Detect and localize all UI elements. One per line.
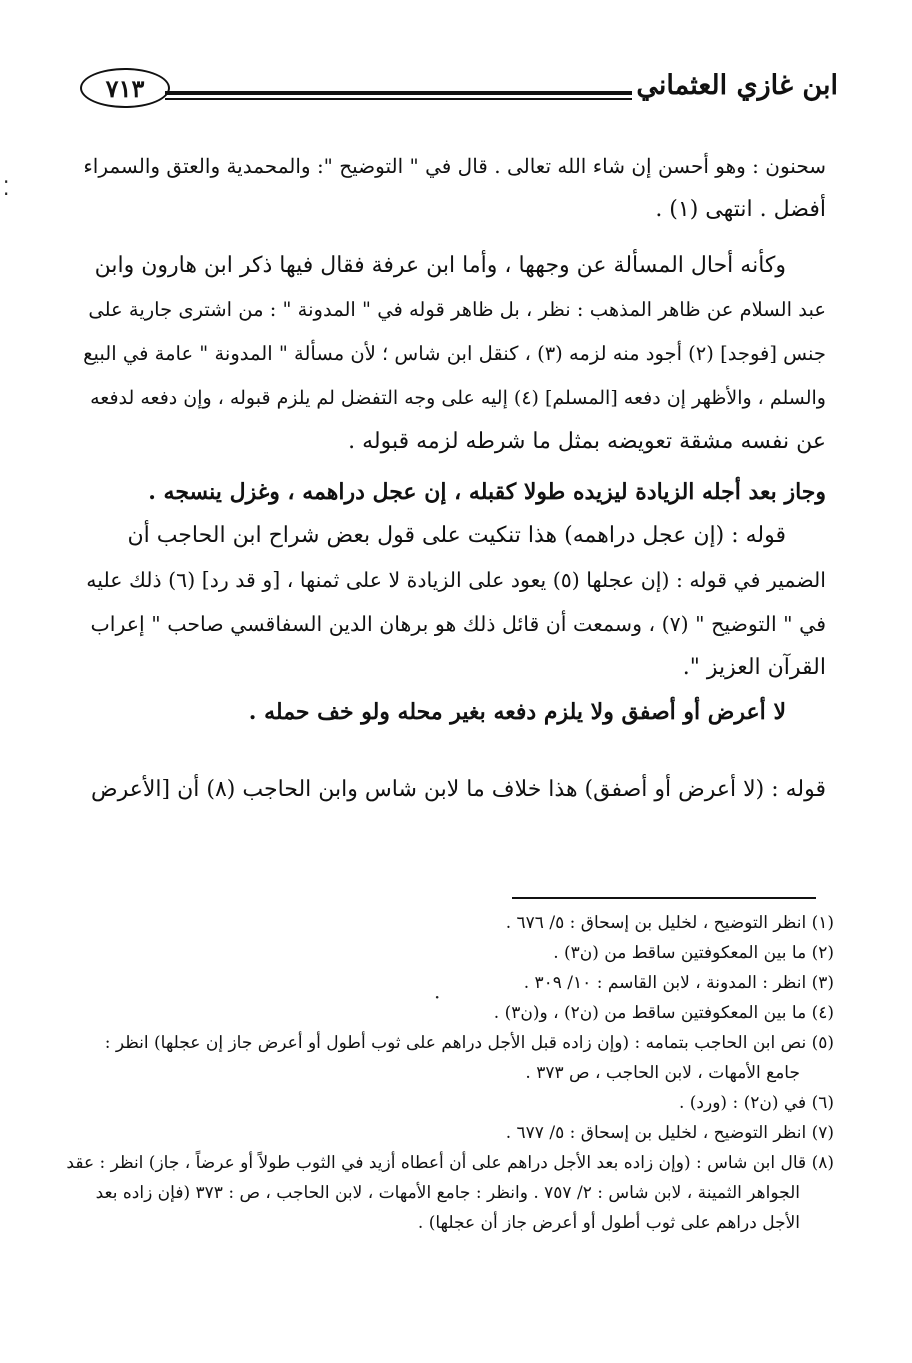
text-line: سحنون : وهو أحسن إن شاء الله تعالى . قال في " التوضيح ": والمحمدية والعتق والسمراء (83, 154, 826, 178)
text-line: في " التوضيح " (٧) ، وسمعت أن قائل ذلك هو برهان الدين السفاقسي صاحب " إعراب (90, 612, 826, 636)
scan-speck: ⁚ (3, 176, 10, 200)
footnote-continuation: الأجل دراهم على ثوب أطول أو أعرض جاز أن عجلها) . (417, 1213, 800, 1233)
page-number-oval (80, 68, 170, 108)
footnote-continuation: الجواهر الثمينة ، لابن شاس : ٢/ ٧٥٧ . وانظر : جامع الأمهات ، لابن الحاجب ، ص : ٣٧٣ (فإن زاده بعد (95, 1183, 800, 1203)
text-line: والسلم ، والأظهر إن دفعه [المسلم] (٤) إليه على وجه التفضل لم يلزم قبوله ، وإن دفعه لدفعه (90, 387, 826, 409)
matn-line-2: لا أعرض أو أصفق ولا يلزم دفعه بغير محله ولو خف حمله . (248, 699, 786, 725)
footnote-continuation: جامع الأمهات ، لابن الحاجب ، ص ٣٧٣ . (525, 1063, 800, 1083)
text-line: عن نفسه مشقة تعويضه بمثل ما شرطه لزمه قبوله . (348, 429, 826, 454)
header-rule (165, 91, 632, 100)
paragraph-1 (74, 144, 826, 232)
paragraph-4 (74, 768, 826, 812)
page-header (70, 58, 838, 118)
text-line: القرآن العزيز ". (682, 655, 826, 680)
footnote: (٦) في (ن٢) : (ورد) . (678, 1093, 834, 1113)
footnote: (٨) قال ابن شاس : (وإن زاده بعد الأجل دراهم على أن أعطاه أزيد في الثوب طولاً أو عرضاً ، جاز) انظر : عقد (66, 1153, 834, 1173)
text-line: وكأنه أحال المسألة عن وجهها ، وأما ابن عرفة فقال فيها ذكر ابن هارون وابن (94, 253, 786, 278)
text-line: الضمير في قوله : (إن عجلها (٥) يعود على الزيادة لا على ثمنها ، [و قد رد] (٦) ذلك عليه (86, 568, 826, 592)
footnote: (٣) انظر : المدونة ، لابن القاسم : ١٠/ ٣٠٩ . (523, 973, 834, 993)
scan-speck: · (434, 985, 441, 1009)
text-line: عبد السلام عن ظاهر المذهب : نظر ، بل ظاهر قوله في " المدونة " : من اشترى جارية على (88, 298, 826, 321)
text-line: قوله : (لا أعرض أو أصفق) هذا خلاف ما لابن شاس وابن الحاجب (٨) أن [الأعرض (91, 777, 826, 802)
paragraph-2 (74, 244, 826, 464)
page-number: ٧١٣ (105, 73, 145, 103)
footnote: (٥) نص ابن الحاجب بتمامه : (وإن زاده قبل الأجل دراهم على ثوب أطول أو أعرض جاز إن عجلها) انظر : (104, 1033, 834, 1053)
footnote: (٤) ما بين المعكوفتين ساقط من (ن٢) ، و(ن٣) . (493, 1003, 834, 1023)
paragraph-3-block (74, 470, 826, 734)
header-rule-thin (165, 98, 632, 100)
footnote: (٧) انظر التوضيح ، لخليل بن إسحاق : ٥/ ٦٧٧ . (505, 1123, 834, 1143)
text-line: قوله : (إن عجل دراهمه) هذا تنكيت على قول بعض شراح ابن الحاجب أن (127, 523, 786, 548)
text-line: جنس [فوجد] (٢) أجود منه لزمه (٣) ، كنقل ابن شاس ؛ لأن مسألة " المدونة " عامة في البيع (83, 342, 826, 365)
running-title: ابن غازي العثماني (636, 70, 838, 101)
footnote: (١) انظر التوضيح ، لخليل بن إسحاق : ٥/ ٦٧٦ . (505, 913, 834, 933)
matn-line-1: وجاز بعد أجله الزيادة ليزيده طولا كقبله ، إن عجل دراهمه ، وغزل ينسجه . (148, 479, 826, 505)
header-rule-thick (165, 91, 632, 95)
footnote-divider (512, 897, 816, 899)
footnotes (66, 908, 834, 1238)
footnote: (٢) ما بين المعكوفتين ساقط من (ن٣) . (553, 943, 834, 963)
text-line: أفضل . انتهى (١) . (655, 197, 826, 222)
